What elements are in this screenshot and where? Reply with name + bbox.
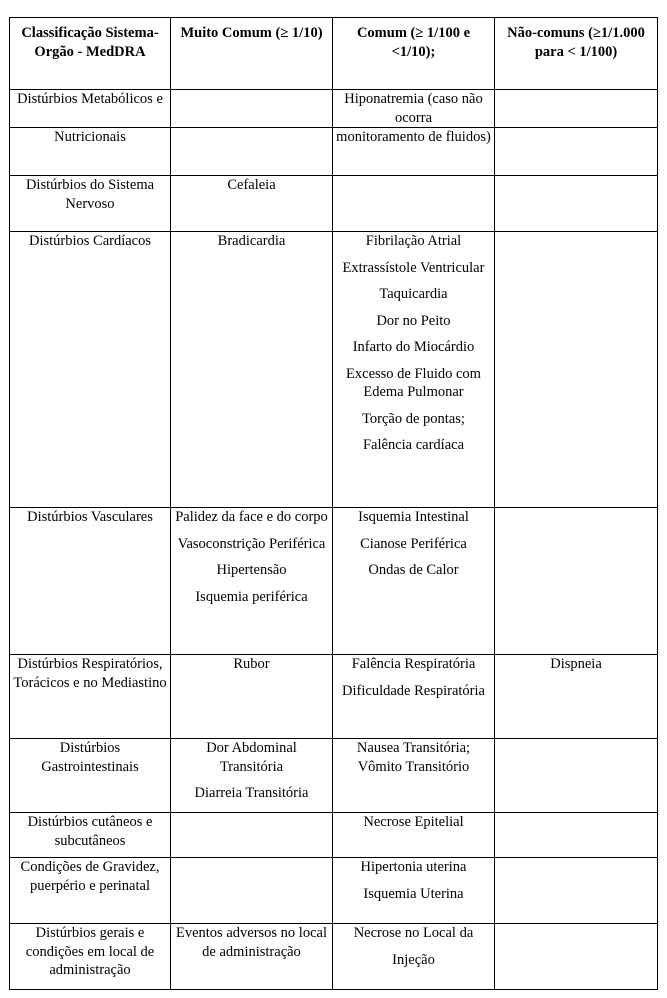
reaction-item: Falência Respiratória <box>351 656 476 672</box>
cell-uncommon <box>495 858 658 924</box>
cell-common <box>333 508 495 655</box>
soc-label: Distúrbios cutâneos e subcutâneos <box>27 814 153 849</box>
cell-very-common <box>171 858 333 924</box>
cell-soc <box>10 813 171 858</box>
cell-common <box>333 232 495 508</box>
cell-uncommon <box>495 232 658 508</box>
reaction-item: Extrassístole Ventricular <box>342 259 485 276</box>
cell-common <box>333 655 495 739</box>
reaction-item: Ondas de Calor <box>368 562 459 578</box>
header-very-common: Muito Comum (≥ 1/10) <box>171 18 333 90</box>
cell-uncommon <box>495 128 658 176</box>
reaction-item: Dificuldade Respiratória <box>342 682 485 699</box>
reaction-item: Hipertonia uterina <box>360 859 467 875</box>
reaction-item: Dor Abdominal Transitória <box>206 740 297 775</box>
soc-label: Distúrbios do Sistema Nervoso <box>25 177 155 212</box>
cell-common <box>333 813 495 858</box>
cell-common <box>333 90 495 128</box>
cell-uncommon <box>495 924 658 990</box>
cell-very-common <box>171 176 333 232</box>
table-header-row <box>10 18 658 90</box>
table-row <box>10 739 658 813</box>
cell-very-common <box>171 655 333 739</box>
soc-label: Nutricionais <box>54 129 126 145</box>
cell-soc <box>10 508 171 655</box>
soc-label: Distúrbios Gastrointestinais <box>41 740 139 775</box>
cell-common <box>333 128 495 176</box>
cell-common <box>333 739 495 813</box>
reaction-item: Dor no Peito <box>376 312 451 329</box>
soc-label: Distúrbios Metabólicos e <box>17 91 163 107</box>
cell-soc <box>10 655 171 739</box>
header-uncommon: Não-comuns (≥1/1.000 para < 1/100) <box>495 18 658 90</box>
reaction-item: Torção de pontas; <box>362 410 465 427</box>
reaction-item: Dispneia <box>550 656 602 672</box>
reaction-item: Hiponatremia (caso não ocorra <box>344 91 483 126</box>
cell-soc <box>10 128 171 176</box>
reaction-item: Diarreia Transitória <box>194 785 309 801</box>
reaction-item: Rubor <box>233 656 270 672</box>
reaction-item: Nausea Transitória; Vômito Transitório <box>356 740 471 775</box>
table-row <box>10 508 658 655</box>
table-row <box>10 232 658 508</box>
reaction-item: Hipertensão <box>216 562 287 578</box>
cell-soc <box>10 90 171 128</box>
cell-soc <box>10 232 171 508</box>
cell-common <box>333 176 495 232</box>
cell-common <box>333 924 495 990</box>
soc-label: Distúrbios Vasculares <box>27 509 153 525</box>
reaction-item: Cefaleia <box>227 177 276 193</box>
reaction-item: Necrose no Local da <box>353 925 474 941</box>
cell-very-common <box>171 90 333 128</box>
cell-soc <box>10 924 171 990</box>
reaction-item: Falência cardíaca <box>362 437 465 453</box>
table-row <box>10 813 658 858</box>
reaction-item: Fibrilação Atrial <box>365 233 462 249</box>
table-body <box>10 90 658 990</box>
reaction-item: Bradicardia <box>217 233 286 249</box>
reaction-item: Palidez da face e do corpo <box>175 509 328 525</box>
cell-very-common <box>171 508 333 655</box>
cell-soc <box>10 176 171 232</box>
cell-soc <box>10 858 171 924</box>
reaction-item: Infarto do Miocárdio <box>352 339 475 355</box>
reaction-item: Injeção <box>392 951 435 968</box>
cell-uncommon <box>495 90 658 128</box>
table-row <box>10 176 658 232</box>
table-row <box>10 924 658 990</box>
reaction-item: Necrose Epitelial <box>363 814 464 830</box>
cell-very-common <box>171 739 333 813</box>
cell-uncommon <box>495 739 658 813</box>
soc-label: Distúrbios gerais e condições em local de administração <box>25 925 155 978</box>
cell-uncommon <box>495 176 658 232</box>
cell-uncommon <box>495 655 658 739</box>
cell-common <box>333 858 495 924</box>
reaction-item: Taquicardia <box>379 286 448 302</box>
cell-uncommon <box>495 508 658 655</box>
cell-uncommon <box>495 813 658 858</box>
cell-very-common <box>171 128 333 176</box>
table-row <box>10 858 658 924</box>
reaction-item: Excesso de Fluido com Edema Pulmonar <box>346 365 481 400</box>
cell-very-common <box>171 232 333 508</box>
cell-very-common <box>171 924 333 990</box>
table-row <box>10 90 658 128</box>
cell-very-common <box>171 813 333 858</box>
cell-soc <box>10 739 171 813</box>
reaction-item: monitoramento de fluidos) <box>336 129 491 145</box>
adverse-reactions-table <box>9 17 658 990</box>
table-row <box>10 128 658 176</box>
reaction-item: Eventos adversos no local de administração <box>175 925 327 960</box>
reaction-item: Isquemia periférica <box>195 588 308 605</box>
soc-label: Distúrbios Respiratórios, Torácicos e no Mediastino <box>13 656 167 691</box>
table-row <box>10 655 658 739</box>
soc-label: Distúrbios Cardíacos <box>28 233 152 249</box>
reaction-item: Vasoconstrição Periférica <box>177 535 326 552</box>
reaction-item: Isquemia Uterina <box>363 885 464 902</box>
soc-label: Condições de Gravidez, puerpério e perinatal <box>20 859 160 894</box>
header-soc: Classificação Sistema-Orgão - MedDRA <box>10 18 171 90</box>
reaction-item: Isquemia Intestinal <box>358 509 469 525</box>
header-common: Comum (≥ 1/100 e <1/10); <box>333 18 495 90</box>
reaction-item: Cianose Periférica <box>360 535 467 552</box>
